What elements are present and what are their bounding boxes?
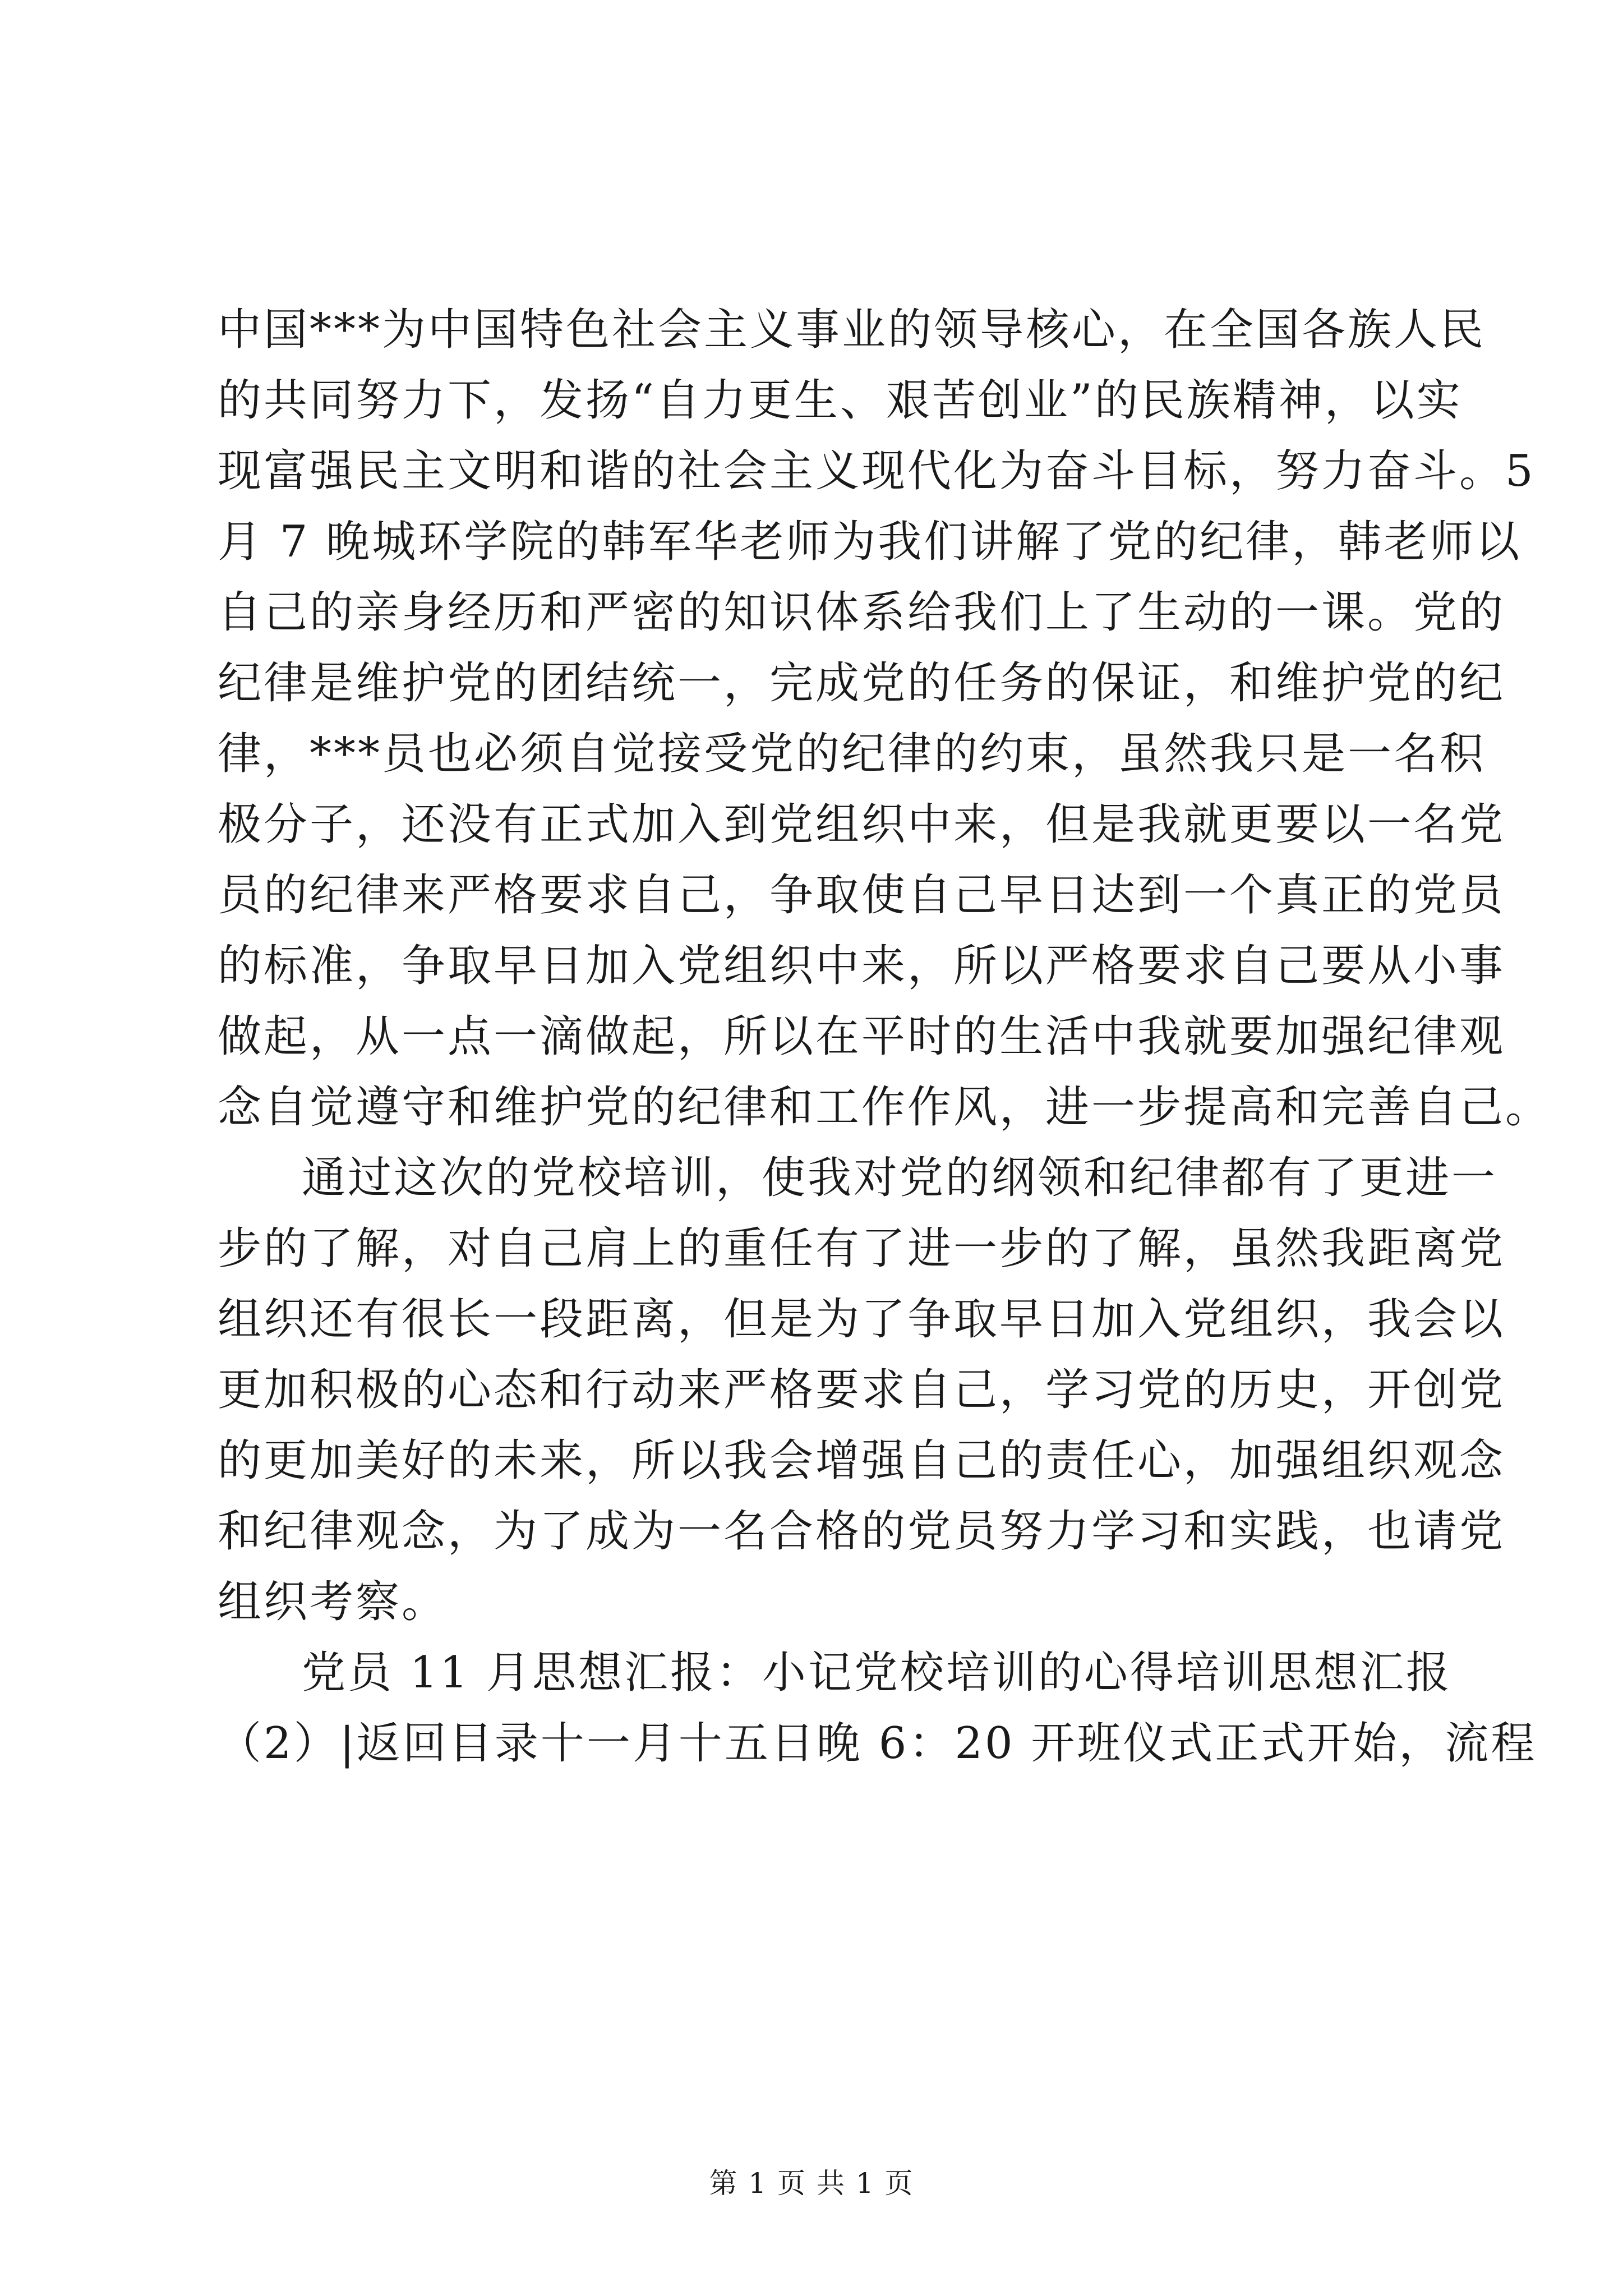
text-line: 律，***员也必须自觉接受党的纪律的约束，虽然我只是一名积 (218, 729, 1486, 779)
page-footer: 第 1 页 共 1 页 (709, 2167, 914, 2200)
text-line: 更加积极的心态和行动来严格要求自己，学习党的历史，开创党 (218, 1365, 1506, 1415)
text-line: （2）|返回目录十一月十五日晚 6：20 开班仪式正式开始，流程 (218, 1718, 1537, 1769)
text-line: 步的了解，对自己肩上的重任有了进一步的了解，虽然我距离党 (218, 1223, 1506, 1274)
text-line: 念自觉遵守和维护党的纪律和工作作风，进一步提高和完善自己。 (218, 1082, 1552, 1133)
text-line: 通过这次的党校培训，使我对党的纲领和纪律都有了更进一 (302, 1153, 1498, 1203)
text-line: 的标准，争取早日加入党组织中来，所以严格要求自己要从小事 (218, 941, 1506, 991)
text-line: 的共同努力下，发扬“自力更生、艰苦创业”的民族精神，以实 (218, 375, 1463, 426)
text-line: 党员 11 月思想汇报：小记党校培训的心得培训思想汇报 (302, 1648, 1452, 1698)
text-line: 组织还有很长一段距离，但是为了争取早日加入党组织，我会以 (218, 1294, 1506, 1345)
text-line: 月 7 晚城环学院的韩军华老师为我们讲解了党的纪律，韩老师以 (218, 517, 1522, 567)
text-line: 极分子，还没有正式加入到党组织中来，但是我就更要以一名党 (218, 799, 1506, 850)
text-line: 中国***为中国特色社会主义事业的领导核心，在全国各族人民 (218, 305, 1486, 355)
text-line: 做起，从一点一滴做起，所以在平时的生活中我就要加强纪律观 (218, 1011, 1506, 1062)
text-line: 和纪律观念，为了成为一名合格的党员努力学习和实践，也请党 (218, 1506, 1506, 1557)
text-line: 纪律是维护党的团结统一，完成党的任务的保证，和维护党的纪 (218, 658, 1506, 708)
text-line: 组织考察。 (218, 1577, 448, 1627)
text-line: 员的纪律来严格要求自己，争取使自己早日达到一个真正的党员 (218, 870, 1506, 921)
text-line: 现富强民主文明和谐的社会主义现代化为奋斗目标，努力奋斗。5 (218, 446, 1536, 496)
text-line: 自己的亲身经历和严密的知识体系给我们上了生动的一课。党的 (218, 587, 1506, 638)
text-line: 的更加美好的未来，所以我会增强自己的责任心，加强组织观念 (218, 1435, 1506, 1486)
